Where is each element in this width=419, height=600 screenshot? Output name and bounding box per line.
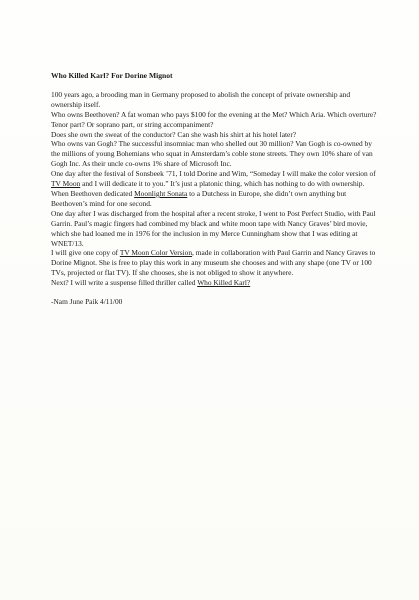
paragraph [51, 209, 381, 249]
text-segment: I will give one copy of [51, 248, 120, 258]
paragraph [51, 130, 381, 140]
text-segment: and I will dedicate it to you.” It’s just a platonic thing, which has nothing to do with ownership. [80, 179, 365, 189]
text-segment: Next? I will write a suspense filled thriller called [51, 278, 198, 288]
signature-line: -Nam June Paik 4/11/00 [51, 297, 123, 307]
text-segment: , made in collaboration with Paul Garrin and Nancy Graves to Dorine Mignot. She is free to play this work in any museum she chooses and with any shape (one TV or 100 TVs, projected or flat TV). If she chooses, she is not obliged to show it anywhere. [51, 248, 376, 278]
paragraph [51, 110, 381, 130]
underlined-title: Who Killed Karl? [197, 278, 251, 288]
paragraph [51, 90, 381, 110]
letter-body [51, 71, 381, 307]
paragraph [51, 278, 381, 288]
text-segment: When Beethoven dedicated [51, 188, 135, 198]
text-segment: One day after the festival of Sonsbeek ’71, I told Dorine and Wim, “Someday I will make the color version of [51, 169, 376, 179]
text-segment: Who owns van Gogh? The successful insomniac man who shelled out 30 million? Van Gogh is co-owned by the millions of young Bohemians who squat in Amsterdam’s coble stone streets. They own 10% share of van Gogh Inc. As their uncle co-owns 1% share of Microsoft Inc. [51, 139, 373, 169]
paragraph [51, 139, 381, 169]
text-segment: 100 years ago, a brooding man in Germany proposed to abolish the concept of private ownership and ownership itself. [51, 89, 351, 109]
paragraph [51, 169, 381, 189]
paragraph [51, 189, 381, 209]
text-segment: One day after I was discharged from the hospital after a recent stroke, I went to Post Perfect Studio, with Paul Garrin. Paul’s magic fingers had combined my black and white moon tape with Nancy Graves’ bird movie, which she had loaned me in 1976 for the inclusion in my Merce Cunningham show that I was editing at WNET/13. [51, 208, 376, 248]
underlined-title: Moonlight Sonata [134, 188, 188, 198]
paragraph [51, 248, 381, 278]
underlined-title: TV Moon Color Version [119, 248, 193, 258]
text-segment: to a Dutchess in Europe, she didn’t own anything but Beethoven’s mind for one second. [51, 188, 347, 208]
paragraph-list [51, 90, 381, 288]
text-segment: Does she own the sweat of the conductor? Can she wash his shirt at his hotel later? [51, 129, 297, 139]
underlined-title: TV Moon [51, 179, 81, 189]
document-title: Who Killed Karl? For Dorine Mignot [51, 71, 173, 80]
text-segment: Who owns Beethoven? A fat woman who pays $100 for the evening at the Met? Which Aria. Which overture? Tenor part? Or soprano part, or string accompaniment? [51, 109, 377, 129]
